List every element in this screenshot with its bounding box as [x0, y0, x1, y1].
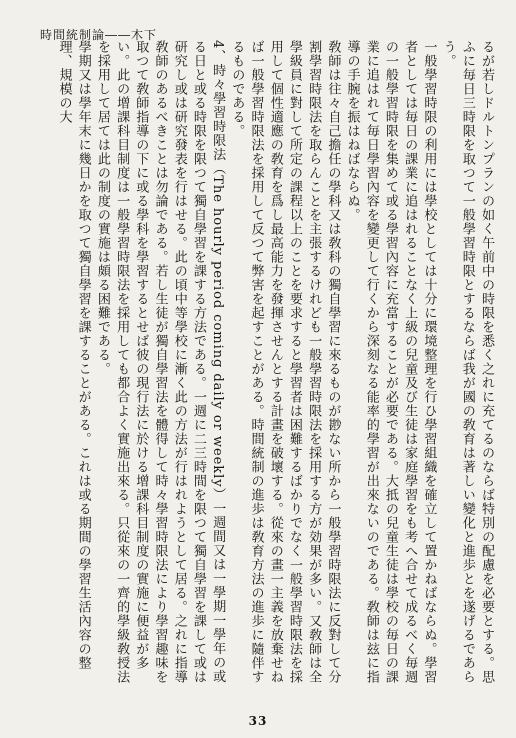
paragraph: 敎師は往々自己擔任の學科又は敎科の獨自學習に來るものが尠ない所から一般學習時限法に反對して分割學習時限法を取らんことを主張するけれども一般學習時限法を採用する方が効果が多い。又敎師は全學級員に對して所定の課程以上のことを要求すると學習者は困難するばかりでなく一般學習時限法を採用して個性適應の敎育を爲し最高能力を發揮させんとする計畫を破壞する。從來の畫一主義を放棄せねば一般學習時限法を採用して反つて弊害を起すことがある。時間統制の進歩は敎育方法の進歩に隨伴するものである。 — [229, 40, 341, 684]
running-head: 時間統制論――木下 — [40, 28, 158, 42]
paragraph: るが若しドルトンプランの如く午前中の時限を悉く之れに充てるのならば特別の配慮を必要とする。思ふに毎日三時限を取つて一般學習時限とするならば我が國の敎育は著しい變化と進歩とを遂げるであらう。 — [440, 40, 494, 684]
page-number: 33 — [248, 714, 268, 728]
paragraph: 4、時々學習時限法（The hourly period coming daily or weekly）一週間又は一學期一學年の或る日と或る時限を限つて獨自學習を課する方法である。一週に二三時間を限つて獨自學習を課して或は研究し或は研究發表を行はせる。此の頃中等學校に漸く此の方法が行はれようとして居る。之れに指導敎師のあるべきことは勿論である。若し生徒が獨自學習法を體得して時々學習時限法により學習趣味を取つて敎師指導の下に或る學科を學習するとせば彼の現行法に於ける增課科目制度の實施に便益が多い。此の增課科目制度は一般學習時限法を採用しても都合よく實施出來る。只從來の一齊的學級敎授法を採用して居ては此の制度の實施は頗る困難である。 — [94, 40, 226, 684]
paragraph: 學期又は學年末に幾日かを取つて獨自學習を課することがある。これは或る期間の學習生活內容の整理、規模の大 — [56, 40, 91, 670]
body-text — [38, 36, 496, 686]
paragraph: 一般學習時限の利用には學校としては十分に環境整理を行ひ學習組織を確立して置かねばならぬ。學習者としては毎日の課業に追はれることなく上級の兒童及び生徒は家庭學習をも考へ合せて成るべく毎週の一般學習時限を集めて或る學習內容に充當することが必要である。大抵の兒童生徒は學校の毎日の課業に追はれて毎日學習內容を變更して行くから深刻なる能率的學習が出來ないのである。敎師は玆に指導の手腕を振はねばならぬ。 — [344, 40, 437, 684]
